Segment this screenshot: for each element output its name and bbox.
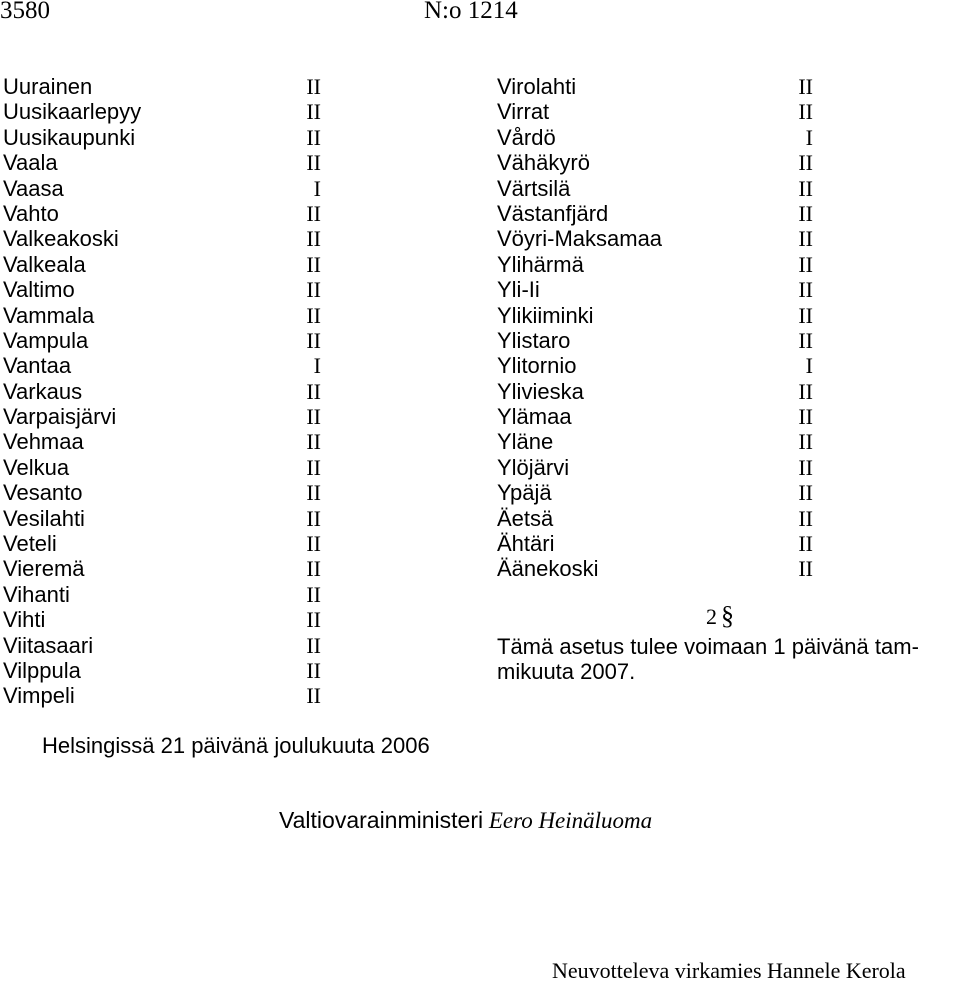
list-item	[3, 480, 321, 505]
cost-class: II	[306, 556, 321, 582]
municipality-name: Vehmaa	[3, 429, 84, 455]
municipality-name: Uusikaupunki	[3, 124, 136, 150]
municipality-name: Virrat	[497, 99, 550, 125]
cost-class: II	[798, 175, 813, 201]
cost-class: II	[306, 277, 321, 303]
municipality-name: Varkaus	[3, 378, 83, 404]
municipality-name: Vampula	[3, 327, 89, 353]
municipality-name: Vihti	[3, 607, 46, 633]
list-item	[3, 404, 321, 429]
municipality-name: Vähäkyrö	[497, 150, 590, 176]
cost-class: II	[306, 302, 321, 328]
cost-class: II	[306, 99, 321, 125]
list-item	[497, 480, 813, 505]
list-item	[497, 150, 813, 175]
municipality-name: Vaala	[3, 150, 58, 176]
cost-class: II	[306, 657, 321, 683]
municipality-name: Vantaa	[3, 353, 72, 379]
cost-class: II	[306, 327, 321, 353]
list-item	[3, 99, 321, 124]
list-item	[3, 150, 321, 175]
list-item	[497, 506, 813, 531]
list-item	[3, 353, 321, 378]
minister-title: Valtiovarainministeri	[279, 807, 484, 833]
list-item	[3, 658, 321, 683]
list-item	[3, 328, 321, 353]
cost-class: II	[306, 404, 321, 430]
list-item	[497, 277, 813, 302]
list-item	[3, 379, 321, 404]
cost-class: II	[306, 454, 321, 480]
cost-class: II	[306, 505, 321, 531]
section-text	[497, 634, 959, 684]
list-item	[497, 74, 813, 99]
section-text-line-2: mikuuta 2007.	[497, 659, 636, 684]
municipality-name: Ylikiiminki	[497, 302, 594, 328]
list-item	[497, 176, 813, 201]
municipality-name: Valkeakoski	[3, 226, 119, 252]
municipality-name: Ähtäri	[497, 531, 555, 557]
cost-class: II	[798, 404, 813, 430]
municipality-name: Vahto	[3, 200, 59, 226]
municipality-list-left	[3, 74, 321, 709]
municipality-name: Vöyri-Maksamaa	[497, 226, 663, 252]
cost-class: II	[306, 226, 321, 252]
list-item	[3, 201, 321, 226]
cost-class: II	[306, 200, 321, 226]
municipality-name: Vieremä	[3, 556, 85, 582]
list-item	[497, 429, 813, 454]
cost-class: II	[798, 505, 813, 531]
list-item	[497, 252, 813, 277]
list-item	[497, 556, 813, 581]
municipality-name: Yli-Ii	[497, 277, 540, 303]
municipality-name: Varpaisjärvi	[3, 404, 117, 430]
list-item	[3, 125, 321, 150]
municipality-name: Vimpeli	[3, 683, 75, 709]
municipality-name: Västanfjärd	[497, 200, 609, 226]
cost-class: II	[306, 480, 321, 506]
municipality-name: Yläne	[497, 429, 554, 455]
cost-class: II	[798, 200, 813, 226]
list-item	[497, 125, 813, 150]
cost-class: II	[306, 124, 321, 150]
list-item	[3, 556, 321, 581]
municipality-name: Ylivieska	[497, 378, 584, 404]
list-item	[3, 226, 321, 251]
list-item	[3, 277, 321, 302]
municipality-name: Ylämaa	[497, 404, 572, 430]
municipality-name: Ylistaro	[497, 327, 571, 353]
list-item	[497, 303, 813, 328]
municipality-name: Ylöjärvi	[497, 454, 570, 480]
cost-class: II	[798, 99, 813, 125]
municipality-name: Ylihärmä	[497, 251, 584, 277]
municipality-name: Vesanto	[3, 480, 83, 506]
place-and-date: Helsingissä 21 päivänä joulukuuta 2006	[42, 733, 430, 758]
page-number: 3580	[0, 0, 50, 24]
cost-class: I	[313, 175, 321, 201]
cost-class: II	[306, 429, 321, 455]
list-item	[3, 455, 321, 480]
municipality-name: Vesilahti	[3, 505, 85, 531]
list-item	[497, 328, 813, 353]
municipality-list-right	[497, 74, 813, 582]
cost-class: I	[805, 124, 813, 150]
cost-class: II	[798, 480, 813, 506]
municipality-name: Värtsilä	[497, 175, 571, 201]
list-item	[497, 404, 813, 429]
municipality-name: Ylitornio	[497, 353, 577, 379]
cost-class: II	[798, 302, 813, 328]
cost-class: II	[306, 632, 321, 658]
cost-class: II	[798, 226, 813, 252]
list-item	[3, 506, 321, 531]
cost-class: II	[306, 74, 321, 99]
list-item	[497, 201, 813, 226]
minister-name: Eero Heinäluoma	[488, 808, 653, 833]
list-item	[3, 176, 321, 201]
cost-class: II	[306, 683, 321, 709]
list-item	[3, 74, 321, 99]
document-number: N:o 1214	[424, 0, 518, 24]
municipality-name: Vårdö	[497, 124, 556, 150]
municipality-name: Vammala	[3, 302, 95, 328]
municipality-name: Vilppula	[3, 657, 81, 683]
cost-class: II	[798, 150, 813, 176]
list-item	[497, 353, 813, 378]
section-sign: §	[721, 601, 734, 630]
cost-class: II	[306, 378, 321, 404]
municipality-name: Velkua	[3, 454, 70, 480]
cost-class: II	[306, 531, 321, 557]
cost-class: II	[798, 378, 813, 404]
municipality-name: Äetsä	[497, 505, 554, 531]
cost-class: I	[313, 353, 321, 379]
cost-class: II	[798, 251, 813, 277]
list-item	[497, 99, 813, 124]
cost-class: II	[306, 251, 321, 277]
municipality-name: Valtimo	[3, 277, 75, 303]
minister-signature	[279, 807, 652, 834]
list-item	[3, 531, 321, 556]
section-text-line-1: Tämä asetus tulee voimaan 1 päivänä tam-	[497, 634, 919, 659]
cost-class: II	[798, 327, 813, 353]
municipality-name: Vaasa	[3, 175, 64, 201]
municipality-name: Veteli	[3, 531, 57, 557]
municipality-name: Ypäjä	[497, 480, 552, 506]
municipality-name: Viitasaari	[3, 632, 94, 658]
cost-class: II	[798, 454, 813, 480]
list-item	[3, 683, 321, 708]
list-item	[497, 531, 813, 556]
list-item	[3, 303, 321, 328]
cost-class: II	[306, 581, 321, 607]
municipality-name: Vihanti	[3, 581, 70, 607]
list-item	[3, 252, 321, 277]
cost-class: II	[306, 150, 321, 176]
cost-class: II	[798, 74, 813, 99]
cost-class: II	[798, 277, 813, 303]
cost-class: II	[798, 556, 813, 582]
list-item	[497, 379, 813, 404]
municipality-name: Virolahti	[497, 74, 577, 99]
municipality-name: Äänekoski	[497, 556, 599, 582]
list-item	[3, 429, 321, 454]
section-number: 2	[706, 604, 717, 629]
list-item	[3, 582, 321, 607]
municipality-name: Uurainen	[3, 74, 93, 99]
list-item	[3, 633, 321, 658]
list-item	[3, 607, 321, 632]
official-signature: Neuvotteleva virkamies Hannele Kerola	[552, 958, 906, 983]
cost-class: II	[306, 607, 321, 633]
list-item	[497, 226, 813, 251]
list-item	[497, 455, 813, 480]
municipality-name: Valkeala	[3, 251, 86, 277]
cost-class: I	[805, 353, 813, 379]
cost-class: II	[798, 531, 813, 557]
municipality-name: Uusikaarlepyy	[3, 99, 142, 125]
cost-class: II	[798, 429, 813, 455]
section-heading	[706, 601, 734, 630]
